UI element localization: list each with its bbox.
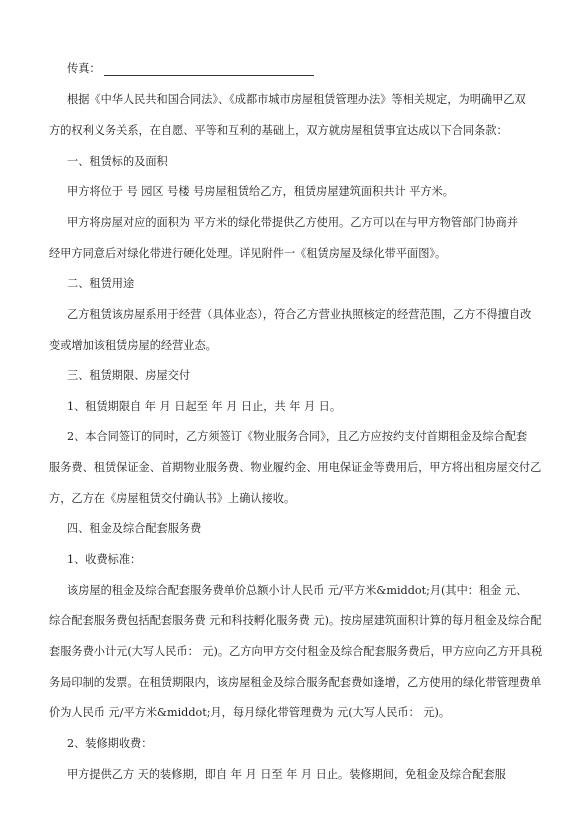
paragraph-line: 价为人民币 元/平方米&middot;月，每月绿化带管理费为 元(大写人民币： 元)。 (49, 706, 451, 719)
fax-underline (104, 75, 314, 76)
paragraph-line: 乙方租赁该房屋系用于经营（具体业态），符合乙方营业执照核定的经营范围，乙方不得擅自改 (67, 308, 532, 321)
paragraph-line: 甲方将房屋对应的面积为 平方米的绿化带提供乙方使用。乙方可以在与甲方物管部门协商并 (67, 216, 519, 229)
paragraph-line: 该房屋的租金及综合配套服务费单价总额小计人民币 元/平方米&middot;月(其中：租金 元、 (67, 584, 528, 597)
section-heading: 三、租赁期限、房屋交付 (67, 369, 191, 382)
paragraph-line: 甲方将位于 号 园区 号楼 号房屋租赁给乙方，租赁房屋建筑面积共计 平方米。 (67, 185, 454, 198)
section-heading: 一、租赁标的及面积 (67, 155, 168, 168)
paragraph-line: 经甲方同意后对绿化带进行硬化处理。详见附件一《租赁房屋及绿化带平面图》。 (49, 247, 447, 260)
paragraph-line: 服务费、租赁保证金、首期物业服务费、物业履约金、用电保证金等费用后，甲方将出租房屋交付乙 (49, 461, 542, 474)
subsection-heading: 2、装修期收费： (67, 737, 153, 750)
paragraph-line: 方，乙方在《房屋租赁交付确认书》上确认接收。 (49, 492, 296, 505)
paragraph-line: 根据《中华人民共和国合同法》、《成都市城市房屋租赁管理办法》等相关规定，为明确甲乙双 (67, 93, 526, 106)
paragraph-line: 套服务费小计元(大写人民币： 元)。乙方向甲方交付租金及综合配套服务费后，甲方应向乙方开具税 (49, 645, 543, 658)
paragraph-line: 综合配套服务费包括配套服务费 元和科技孵化服务费 元)。按房屋建筑面积计算的每月租金及综合配 (49, 614, 542, 627)
subsection-heading: 1、收费标准： (67, 553, 142, 566)
paragraph-line: 甲方提供乙方 天的装修期，即自 年 月 日至 年 月 日止。装修期间，免租金及综合配套服 (67, 768, 506, 781)
fax-label: 传真： (67, 62, 101, 75)
paragraph-line: 2、本合同签订的同时，乙方须签订《物业服务合同》，且乙方应按约支付首期租金及综合配套 (67, 430, 528, 443)
section-heading: 四、租金及综合配套服务费 (67, 522, 202, 535)
paragraph-line: 方的权利义务关系，在自愿、平等和互利的基础上，双方就房屋租赁事宜达成以下合同条款： (49, 124, 508, 137)
paragraph-line: 变或增加该租赁房屋的经营业态。 (49, 339, 217, 352)
paragraph-line: 务局印制的发票。在租赁期限内，该房屋租金及综合服务配套费如逢增，乙方使用的绿化带管理费单 (49, 676, 542, 689)
paragraph-line: 1、租赁期限自 年 月 日起至 年 月 日止，共 年 月 日。 (67, 400, 342, 413)
section-heading: 二、租赁用途 (67, 277, 135, 290)
